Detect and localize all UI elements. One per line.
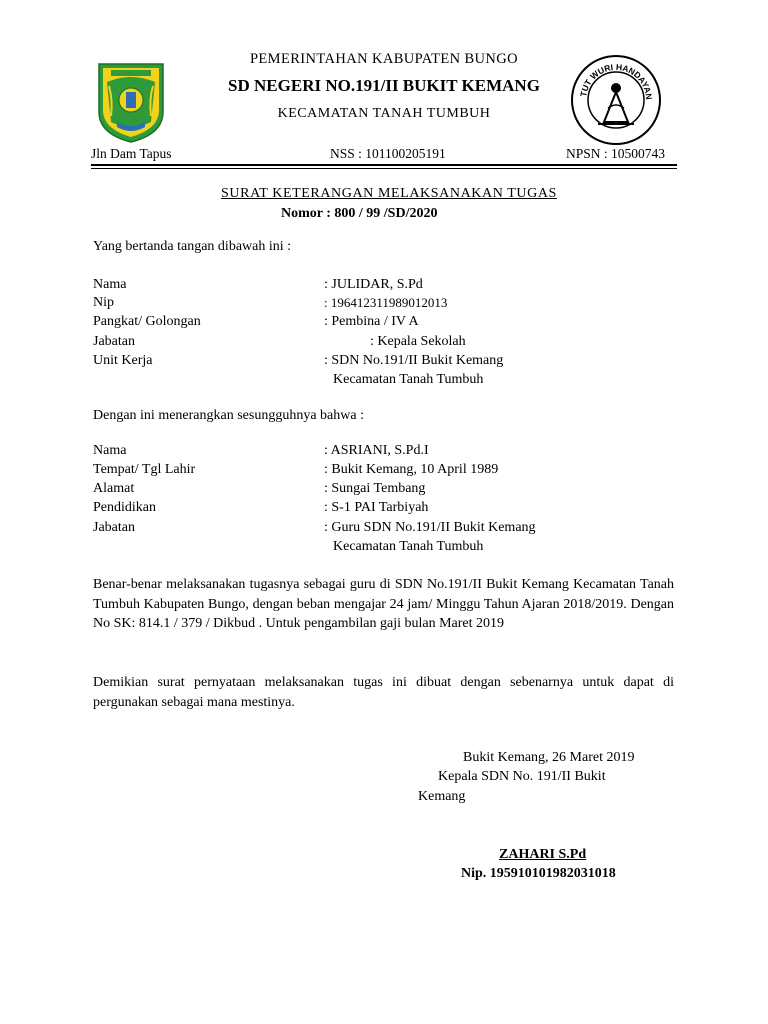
subject-birth-label: Tempat/ Tgl Lahir — [93, 462, 196, 477]
header-rule-thin — [91, 168, 677, 169]
letter-title: SURAT KETERANGAN MELAKSANAKAN TUGAS — [221, 186, 557, 201]
subject-position-label: Jabatan — [93, 520, 135, 535]
subject-address-label: Alamat — [93, 481, 135, 496]
signer-name-value: : JULIDAR, S.Pd — [324, 277, 423, 292]
signatory-name: ZAHARI S.Pd — [499, 847, 587, 862]
signer-position-line1: Kepala SDN No. 191/II Bukit — [438, 769, 606, 784]
logo-motto-text: TUT WURI HANDAYAN — [578, 61, 655, 101]
closing-paragraph: Demikian surat pernyataan melaksanakan tugas ini dibuat dengan sebenarnya untuk dapat di pergunakan sebagai mana mestinya. — [93, 675, 674, 710]
signer-unit-label: Unit Kerja — [93, 353, 153, 368]
tut-wuri-handayani-logo — [568, 52, 664, 148]
signer-position-value: : Kepala Sekolah — [370, 334, 466, 349]
subject-address-value: : Sungai Tembang — [324, 481, 426, 496]
bungo-regency-emblem — [95, 60, 167, 144]
address-text: Jln Dam Tapus — [91, 146, 172, 161]
subject-position-value: : Guru SDN No.191/II Bukit Kemang — [324, 520, 536, 535]
subject-education-label: Pendidikan — [93, 500, 156, 515]
nss-text: NSS : 101100205191 — [330, 146, 446, 161]
school-name: SD NEGERI NO.191/II BUKIT KEMANG — [228, 76, 540, 95]
signatory-nip: Nip. 195910101982031018 — [461, 866, 616, 881]
signer-nip-label: Nip — [93, 295, 114, 310]
subject-birth-value: : Bukit Kemang, 10 April 1989 — [324, 462, 499, 477]
intro-text: Yang bertanda tangan dibawah ini : — [93, 239, 292, 254]
body-paragraph: Benar-benar melaksanakan tugasnya sebagai guru di SDN No.191/II Bukit Kemang Kecamatan Tanah Tumbuh Kabupaten Bungo, dengan beban mengajar 24 jam/ Minggu Tahun Ajaran 2018/2019. Dengan No SK: 814.1 / 379 / Dikbud . Untuk pengambilan gaji bulan Maret 2019 — [93, 577, 674, 631]
npsn-text: NPSN : 10500743 — [566, 146, 666, 161]
district-name: KECAMATAN TANAH TUMBUH — [277, 106, 491, 121]
subject-name-label: Nama — [93, 443, 127, 458]
letter-number: Nomor : 800 / 99 /SD/2020 — [281, 206, 438, 221]
government-heading: PEMERINTAHAN KABUPATEN BUNGO — [249, 51, 519, 67]
signer-unit-value: : SDN No.191/II Bukit Kemang — [324, 353, 504, 368]
signer-rank-value: : Pembina / IV A — [324, 314, 419, 329]
signer-unit-value-line2: Kecamatan Tanah Tumbuh — [333, 372, 484, 387]
signer-position-label: Jabatan — [93, 334, 135, 349]
signer-nip-value: : 196412311989012013 — [324, 295, 448, 310]
statement-text: Dengan ini menerangkan sesungguhnya bahwa : — [93, 408, 364, 423]
subject-position-value-line2: Kecamatan Tanah Tumbuh — [333, 539, 484, 554]
place-date: Bukit Kemang, 26 Maret 2019 — [463, 750, 635, 765]
signer-rank-label: Pangkat/ Golongan — [93, 314, 201, 329]
subject-education-value: : S-1 PAI Tarbiyah — [324, 500, 429, 515]
signer-name-label: Nama — [93, 277, 127, 292]
subject-name-value: : ASRIANI, S.Pd.I — [324, 443, 429, 458]
signer-position-line2: Kemang — [418, 789, 466, 804]
header-rule-thick — [91, 164, 677, 166]
